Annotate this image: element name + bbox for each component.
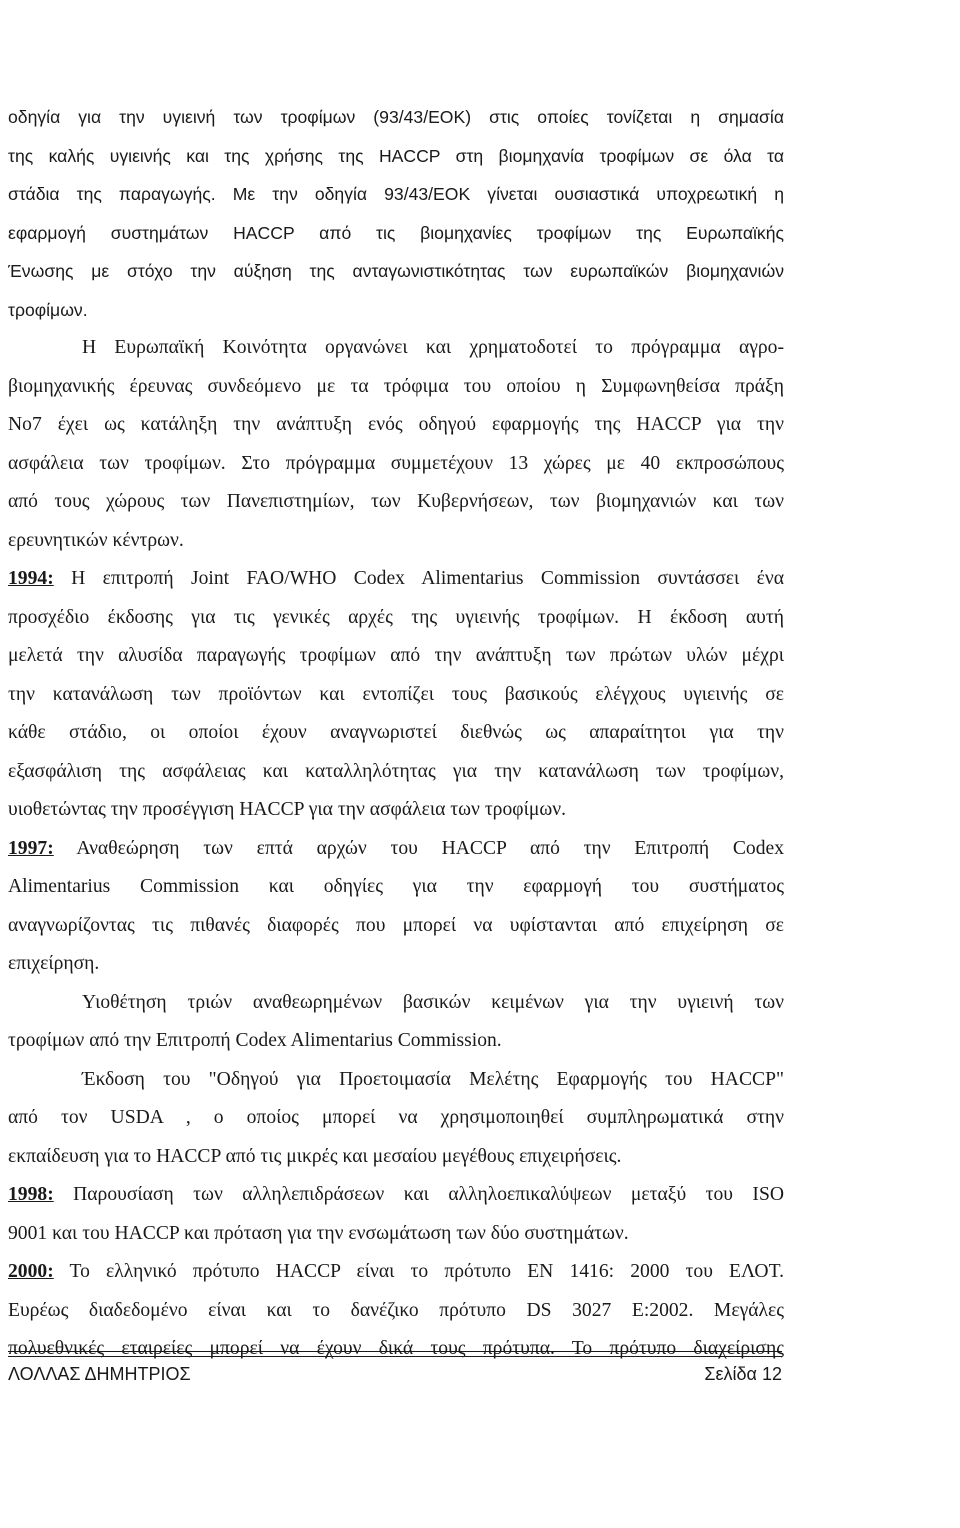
text-line: μελετά την αλυσίδα παραγωγής τροφίμων από την ανάπτυξη των πρώτων υλών μέχρι [8,645,784,666]
text-line: στάδια της παραγωγής. Με την οδηγία 93/43/ΕΟΚ γίνεται ουσιαστικά υποχρεωτική η [8,184,784,204]
year-1997: 1997: [8,837,54,859]
text-line: εφαρμογή συστημάτων HACCP από τις βιομηχανίες τροφίμων της Ευρωπαϊκής [8,222,784,243]
text-line: No7 έχει ως κατάληξη την ανάπτυξη ενός οδηγού εφαρμογής της HACCP για την [8,414,784,435]
text-line: Η Ευρωπαϊκή Κοινότητα οργανώνει και χρηματοδοτεί το πρόγραμμα αγρο- [82,337,784,358]
page-footer [8,1364,782,1385]
text-line: Υιοθέτηση τριών αναθεωρημένων βασικών κειμένων για την υγιεινή των [82,991,784,1013]
text-line: Ευρέως διαδεδομένο είναι και το δανέζικο πρότυπο DS 3027 E:2002. Μεγάλες [8,1299,784,1321]
year-1994: 1994: [8,568,54,589]
year-1998: 1998: [8,1184,54,1205]
footer-author: ΛΟΛΛΑΣ ΔΗΜΗΤΡΙΟΣ [8,1364,191,1384]
text-line: υιοθετώντας την προσέγγιση HACCP για την ασφάλεια των τροφίμων. [8,799,567,820]
footer-rule [8,1356,782,1357]
text-line: Έκδοση του "Οδηγού για Προετοιμασία Μελέτης Εφαρμογής του HACCP" [82,1068,784,1090]
document-body [8,98,784,1369]
entry-1997-first-line: 1997: Αναθεώρηση των επτά αρχών του HACCP από την Επιτροπή Codex [8,837,784,859]
text-line: εκπαίδευση για το HACCP από τις μικρές και μεσαίου μεγέθους επιχειρήσεις. [8,1145,622,1167]
text-line: Alimentarius Commission και οδηγίες για την εφαρμογή του συστήματος [8,876,784,897]
text-line: βιομηχανικής έρευνας συνδεόμενο με τα τρόφιμα του οποίου η Συμφωνηθείσα πράξη [8,375,784,397]
text-line: ερευνητικών κέντρων. [8,529,184,551]
text-line: προσχέδιο έκδοσης για τις γενικές αρχές της υγιεινής τροφίμων. Η έκδοση αυτή [8,606,784,628]
text-line: κάθε στάδιο, οι οποίοι έχουν αναγνωριστεί διεθνώς ως απαραίτητοι για την [8,722,784,743]
entry-1998-first-line: 1998: Παρουσίαση των αλληλεπιδράσεων και αλληλοεπικαλύψεων μεταξύ του ISO [8,1184,784,1205]
text-line: από τους χώρους των Πανεπιστημίων, των Κυβερνήσεων, των βιομηχανιών και των [8,491,784,512]
text-line: οδηγία για την υγιεινή των τροφίμων (93/43/ΕΟΚ) στις οποίες τονίζεται η σημασία [8,107,784,127]
footer-rule [8,1351,782,1352]
text-line: Ένωσης με στόχο την αύξηση της ανταγωνιστικότητας των ευρωπαϊκών βιομηχανιών [8,261,784,281]
text-line: πολυεθνικές εταιρείες μπορεί να έχουν δικά τους πρότυπα. Το πρότυπο διαχείρισης [8,1338,784,1359]
text-line: ασφάλεια των τροφίμων. Στο πρόγραμμα συμμετέχουν 13 χώρες με 40 εκπροσώπους [8,452,784,474]
text-line: επιχείρηση. [8,953,100,974]
text-line: τροφίμων από την Επιτροπή Codex Alimentarius Commission. [8,1030,502,1051]
text-line: αναγνωρίζοντας τις πιθανές διαφορές που μπορεί να υφίστανται από επιχείρηση σε [8,914,784,936]
year-2000: 2000: [8,1261,54,1282]
entry-1994-first-line: 1994: Η επιτροπή Joint FAO/WHO Codex Alimentarius Commission συντάσσει ένα [8,568,784,589]
text-line: τροφίμων. [8,299,88,320]
text-line: 9001 και του HACCP και πρόταση για την ενσωμάτωση των δύο συστημάτων. [8,1222,629,1244]
page-number: Σελίδα 12 [704,1364,782,1384]
entry-2000-first-line: 2000: Το ελληνικό πρότυπο HACCP είναι το πρότυπο ΕΝ 1416: 2000 του ΕΛΟΤ. [8,1261,784,1282]
text-line: εξασφάλιση της ασφάλειας και καταλληλότητας για την κατανάλωση των τροφίμων, [8,760,784,782]
text-line: της καλής υγιεινής και της χρήσης της HACCP στη βιομηχανία τροφίμων σε όλα τα [8,145,784,166]
text-line: από τον USDA , ο οποίος μπορεί να χρησιμοποιηθεί συμπληρωματικά στην [8,1107,784,1128]
text-line: την κατανάλωση των προϊόντων και εντοπίζει τους βασικούς ελέγχους υγιεινής σε [8,683,784,705]
